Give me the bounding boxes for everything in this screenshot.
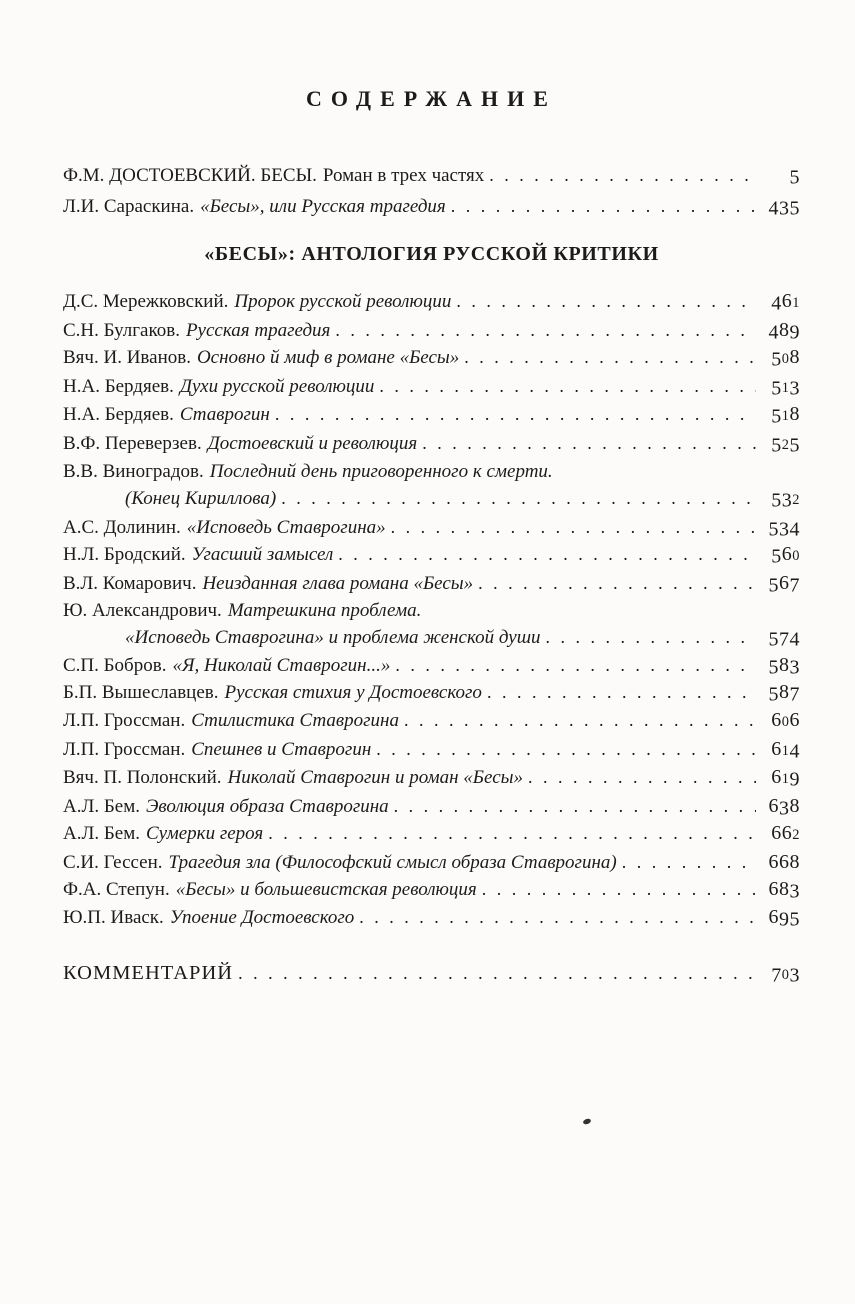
toc-entry [63, 652, 800, 680]
page-number: 513 [771, 377, 800, 400]
page-number: 5 [789, 166, 800, 189]
entry-author: С.И. Гессен. [63, 851, 163, 873]
dot-leader [268, 820, 756, 848]
entry-work: Неизданная глава романа «Бесы» [202, 572, 474, 594]
toc-entry [63, 430, 800, 459]
dot-leader [464, 344, 756, 372]
toc-entry [63, 598, 800, 652]
critique-toc-list [63, 288, 800, 932]
dot-leader [404, 707, 756, 735]
toc-entry [63, 514, 800, 542]
dot-leader [422, 430, 756, 458]
page-title: СОДЕРЖАНИЕ [306, 86, 557, 111]
front-toc-list [63, 160, 800, 222]
toc-entry [63, 904, 800, 932]
page-number: 695 [768, 906, 800, 931]
entry-work: Сумерки героя [145, 823, 264, 845]
toc-entry [63, 820, 800, 849]
entry-author: Л.П. Гроссман. [63, 709, 186, 731]
entry-work: Эволюция образа Ставрогина [145, 795, 389, 817]
page-number: 668 [768, 850, 800, 873]
entry-work: Последний день приговоренного к смерти. [209, 460, 553, 482]
entry-author: Л.П. Гроссман. [63, 738, 186, 760]
entry-work: Николай Ставрогин и роман «Бесы» [227, 767, 523, 789]
dot-leader [335, 317, 756, 345]
entry-work: «Бесы» и большевистская революция [175, 879, 477, 901]
toc-entry [63, 793, 800, 821]
page-number: 662 [771, 822, 800, 845]
toc-entry [63, 736, 800, 765]
page-number: 703 [771, 964, 800, 987]
entry-author: Н.Л. Бродский. [63, 544, 186, 566]
page-number: 606 [771, 708, 800, 731]
entry-author: Ю. Александрович. [63, 599, 222, 621]
entry-author: Вяч. И. Иванов. [63, 347, 191, 369]
page-number: 518 [771, 403, 800, 428]
toc-entry [63, 344, 800, 373]
page-number: 508 [771, 346, 800, 371]
entry-work: Угасший замысел [191, 544, 334, 566]
toc-entry [63, 876, 800, 904]
toc-entry [63, 317, 800, 345]
toc-entry [63, 764, 800, 793]
entry-author: А.Л. Бем. [63, 795, 140, 817]
page-number: 683 [768, 878, 800, 903]
toc-entry [63, 459, 800, 514]
toc-entry [63, 191, 800, 222]
entry-work: Спешнев и Ставрогин [191, 738, 372, 760]
dot-leader [394, 793, 756, 821]
dot-leader [482, 876, 756, 904]
entry-work: Русская трагедия [185, 319, 331, 341]
page-number: 461 [771, 290, 800, 315]
toc-entry [63, 373, 800, 402]
entry-continuation: «Исповедь Ставрогина» и проблема женской души [125, 627, 541, 649]
entry-continuation: (Конец Кириллова) [125, 488, 277, 510]
toc-entry [63, 541, 800, 570]
page-number: 560 [771, 543, 800, 568]
entry-work: Упоение Достоевского [169, 907, 355, 929]
entry-author: Л.И. Сараскина. [63, 196, 195, 217]
toc-entry [63, 570, 800, 598]
entry-work: Роман в трех частях [322, 165, 485, 186]
toc-entry [63, 707, 800, 736]
page-number: 574 [768, 628, 800, 651]
entry-author: Б.П. Вышеславцев. [63, 682, 219, 704]
entry-work: Трагедия зла (Философский смысл образа Ставрогина) [168, 851, 617, 873]
dot-leader [238, 958, 756, 988]
entry-author: Ф.М. ДОСТОЕВСКИЙ. БЕСЫ. [63, 165, 317, 186]
entry-author: Н.А. Бердяев. [63, 404, 174, 426]
dot-leader [281, 485, 756, 513]
entry-author: С.Н. Булгаков. [63, 319, 180, 341]
ink-speck [582, 1118, 591, 1125]
entry-author: Д.С. Мережковский. [63, 291, 229, 312]
dot-leader [456, 288, 756, 316]
dot-leader [338, 541, 756, 569]
entry-author: Ю.П. Иваск. [63, 907, 164, 929]
entry-author: А.Л. Бем. [63, 823, 140, 845]
dot-leader [546, 624, 756, 652]
toc-entry [63, 679, 800, 707]
entry-work: Духи русской революции [179, 375, 375, 397]
page-number: 583 [768, 653, 800, 679]
toc-entry [63, 160, 800, 191]
dot-leader [376, 736, 756, 764]
dot-leader [379, 373, 756, 401]
page-number: 435 [768, 197, 800, 220]
entry-work: Основно й миф в романе «Бесы» [196, 347, 460, 369]
page-number: 567 [768, 571, 800, 597]
entry-work: Пророк русской революции [234, 291, 452, 312]
dot-leader [528, 764, 756, 792]
dot-leader [478, 570, 756, 598]
entry-work: Ставрогин [179, 404, 270, 426]
entry-work: «Исповедь Ставрогина» [186, 516, 386, 538]
entry-author: А.С. Долинин. [63, 516, 181, 538]
entry-author: В.Ф. Переверзев. [63, 432, 202, 454]
page-number: 532 [771, 489, 800, 512]
entry-work: «Я, Николай Ставрогин...» [172, 654, 391, 676]
section-heading: «БЕСЫ»: АНТОЛОГИЯ РУССКОЙ КРИТИКИ [204, 243, 659, 265]
page-number: 638 [768, 794, 800, 820]
toc-entry [63, 849, 800, 877]
page-number: 525 [771, 434, 800, 457]
dot-leader [487, 679, 756, 707]
dot-leader [391, 514, 756, 542]
page-number: 489 [768, 318, 800, 343]
entry-author: Н.А. Бердяев. [63, 375, 174, 397]
entry-author: В.В. Виноградов. [63, 460, 204, 482]
dot-leader [622, 849, 756, 877]
entry-work: Достоевский и революция [207, 432, 418, 454]
dot-leader [275, 401, 756, 429]
toc-entry [63, 288, 800, 317]
toc-entry [63, 401, 800, 430]
commentary-label: КОММЕНТАРИЙ [63, 961, 234, 984]
page-number: 619 [771, 766, 800, 791]
entry-work: Стилистика Ставрогина [191, 709, 399, 731]
entry-author: Ф.А. Степун. [63, 879, 170, 901]
page-number: 534 [768, 518, 800, 541]
entry-work: «Бесы», или Русская трагедия [200, 196, 446, 217]
page-number: 587 [768, 681, 800, 706]
dot-leader [359, 904, 756, 932]
page-number: 614 [771, 737, 800, 762]
dot-leader [451, 191, 756, 222]
dot-leader [395, 652, 756, 680]
entry-work: Матрешкина проблема. [227, 599, 422, 621]
entry-work: Русская стихия у Достоевского [224, 682, 482, 704]
dot-leader [489, 160, 756, 191]
entry-author: Вяч. П. Полонский. [63, 767, 222, 789]
entry-author: В.Л. Комарович. [63, 572, 197, 594]
entry-author: С.П. Бобров. [63, 654, 167, 676]
commentary-row [63, 958, 800, 990]
